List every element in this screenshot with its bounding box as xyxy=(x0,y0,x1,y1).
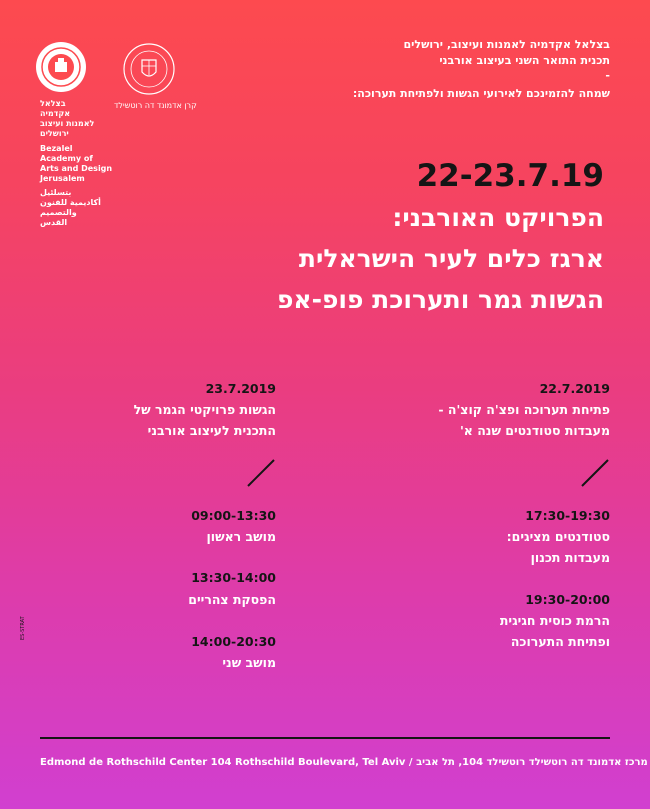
day2-item2-time: 13:30-14:00 xyxy=(191,570,276,585)
footer-address: Edmond de Rothschild Center 104 Rothschild Boulevard, Tel Aviv / מרכז אדמונד דה רוטשילד רוטשילד 104, תל אביב xyxy=(40,757,648,768)
day1-description: פתיחת תערוכה ופצ'ה קוצ'ה - מעבדות סטודנטים שנה א' xyxy=(438,402,610,438)
day1-slash-divider xyxy=(580,458,610,488)
bezalel-seal-logo xyxy=(34,40,88,94)
bezalel-arabic-name: بتسلئيل أكاديمية للفنون والتصميم القدس xyxy=(40,188,101,227)
event-title-line-3: הגשות גמר ותערוכת פופ-אפ xyxy=(276,285,604,314)
day1-item2-text: הרמת כוסית חגיגית ופתיחת התערוכה xyxy=(499,613,610,649)
day2-item3-text: מושב שני xyxy=(222,655,276,670)
header-line-1: בצלאל אקדמיה לאמנות ועיצוב, ירושלים xyxy=(403,38,610,51)
event-title-line-1: הפרויקט האורבני: xyxy=(392,203,604,232)
day1-date: 22.7.2019 xyxy=(539,381,610,396)
side-credit-note: ES-STRAT xyxy=(20,616,26,640)
rothschild-foundation-emblem xyxy=(122,42,176,96)
bezalel-english-name: Bezalel Academy of Arts and Design Jerusalem xyxy=(40,144,113,183)
day2-item1-text: מושב ראשון xyxy=(206,529,276,544)
day2-date: 23.7.2019 xyxy=(205,381,276,396)
event-date-range: 22-23.7.19 xyxy=(416,158,604,194)
header-line-4: שמחה להזמינכם לאירועי הגשות ולפתיחת תערוכה: xyxy=(352,87,610,100)
day2-item1-time: 09:00-13:30 xyxy=(191,508,276,523)
event-title-line-2: ארגז כלים לעיר הישראלית xyxy=(298,244,604,273)
day1-item1-time: 17:30-19:30 xyxy=(525,508,610,523)
footer-divider xyxy=(40,737,610,739)
day1-item1-text: סטודנטים מציגים: מעבדות תכנון xyxy=(506,529,610,565)
header-line-3: - xyxy=(605,69,610,82)
day1-item2-time: 19:30-20:00 xyxy=(525,592,610,607)
day2-item2-text: הפסקת צהריים xyxy=(188,592,276,607)
day2-item3-time: 14:00-20:30 xyxy=(191,634,276,649)
day2-slash-divider xyxy=(246,458,276,488)
day2-description: הגשות פרויקטי הגמר של התכנית לעיצוב אורבני xyxy=(133,402,276,438)
bezalel-hebrew-name: בצלאל אקדמיה לאמנות ועיצוב ירושלים xyxy=(40,99,95,138)
header-line-2: תכנית התואר השני בעיצוב אורבני xyxy=(439,54,610,67)
foundation-caption: קרן אדמונד דה רוטשילד xyxy=(114,101,197,110)
